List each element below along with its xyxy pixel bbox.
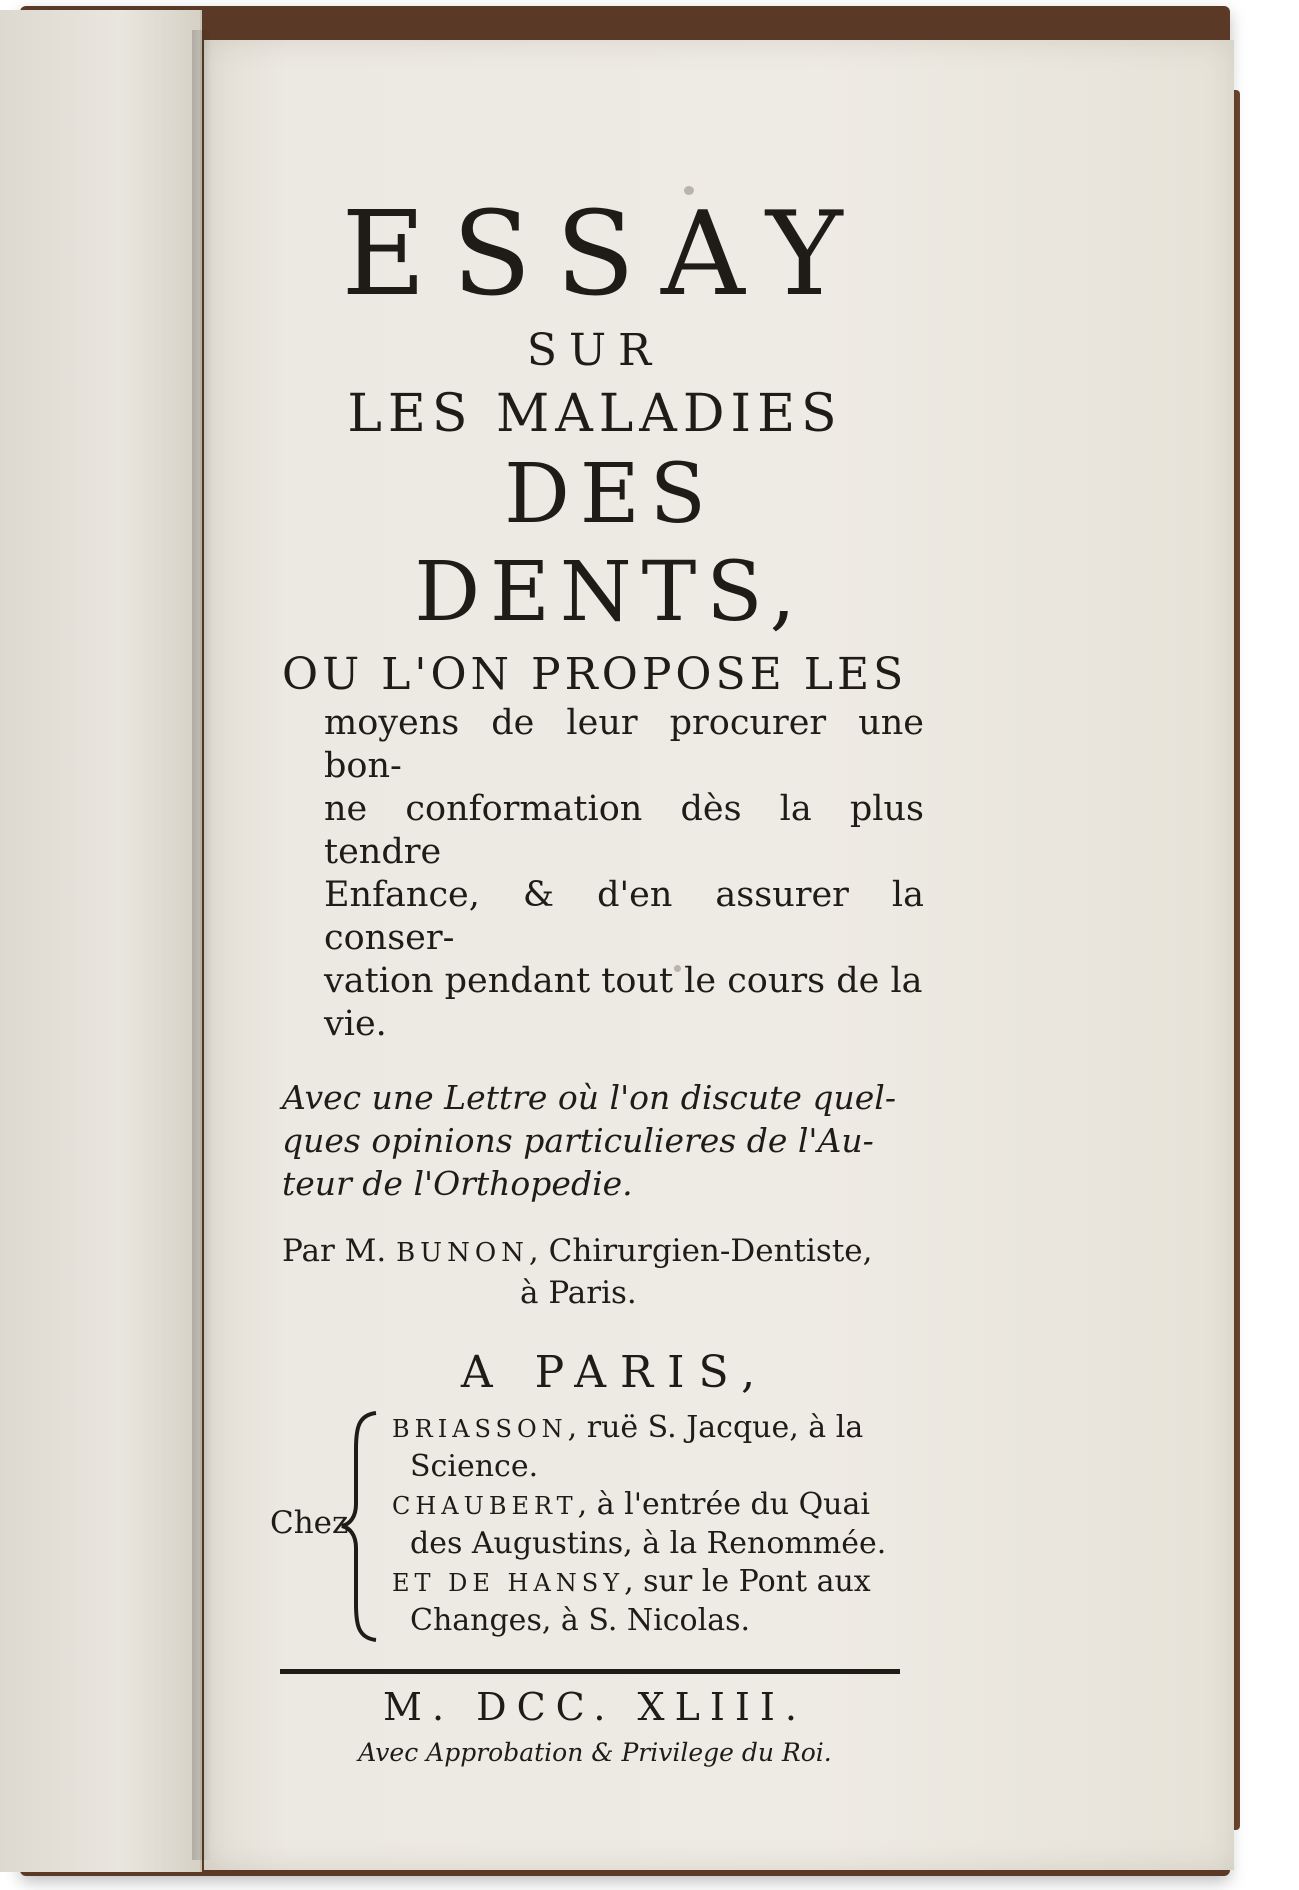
subtitle-lead: OU L'ON PROPOSE LES — [282, 649, 908, 700]
publisher-entry — [392, 1486, 932, 1525]
imprint-city: A PARIS, — [460, 1347, 770, 1398]
publisher-list — [392, 1409, 932, 1640]
title-dents: DES DENTS, — [414, 447, 806, 640]
title-page-text — [270, 187, 924, 1770]
subtitle-body — [270, 702, 924, 1046]
letter-note-line: ques opinions particulieres de l'Au- — [282, 1121, 874, 1160]
publisher-entry — [392, 1563, 932, 1602]
publisher-address-cont: Science. — [410, 1449, 539, 1484]
author-name: BUNON — [396, 1238, 529, 1268]
imprint-year: M. DCC. XLIII. — [383, 1685, 807, 1729]
publisher-address: , sur le Pont aux — [624, 1564, 871, 1599]
curly-brace — [340, 1409, 380, 1644]
publisher-entry — [392, 1409, 932, 1448]
author-line — [282, 1231, 920, 1273]
publisher-name: CHAUBERT — [392, 1492, 578, 1520]
page-gutter — [192, 30, 212, 1860]
subtitle-line: Enfance, & d'en assurer la conser- — [324, 875, 924, 958]
chez-label: Chez — [270, 1505, 349, 1541]
publisher-address: , ruë S. Jacque, à la — [567, 1410, 864, 1445]
letter-note — [282, 1076, 922, 1205]
author-title: , Chirurgien-Dentiste, — [528, 1233, 873, 1269]
letter-note-line: Avec une Lettre où l'on discute quel- — [282, 1078, 897, 1117]
privilege-line: Avec Approbation & Privilege du Roi. — [358, 1738, 832, 1767]
letter-note-line: teur de l'Orthopedie. — [282, 1164, 633, 1203]
subtitle-line: vation pendant tout le cours de la — [324, 961, 923, 1001]
left-page — [0, 10, 202, 1872]
title-maladies: LES MALADIES — [347, 384, 843, 444]
publisher-name: ET DE HANSY — [392, 1569, 625, 1597]
subtitle-line: ne conformation dès la plus tendre — [324, 789, 924, 872]
title-essay: ESSAY — [341, 187, 869, 322]
title-sur: SUR — [526, 325, 664, 376]
author-place: à Paris. — [520, 1275, 637, 1311]
subtitle-line: vie. — [324, 1004, 387, 1044]
author-prefix: Par M. — [282, 1233, 387, 1269]
imprint-rule — [280, 1669, 900, 1674]
publisher-address: , à l'entrée du Quai — [577, 1487, 870, 1522]
publishers-block — [270, 1409, 920, 1649]
subtitle-line: moyens de leur procurer une bon- — [324, 703, 924, 786]
publisher-address-cont: Changes, à S. Nicolas. — [410, 1603, 751, 1638]
publisher-name: BRIASSON — [392, 1415, 568, 1443]
publisher-address-cont: des Augustins, à la Renommée. — [410, 1526, 887, 1561]
